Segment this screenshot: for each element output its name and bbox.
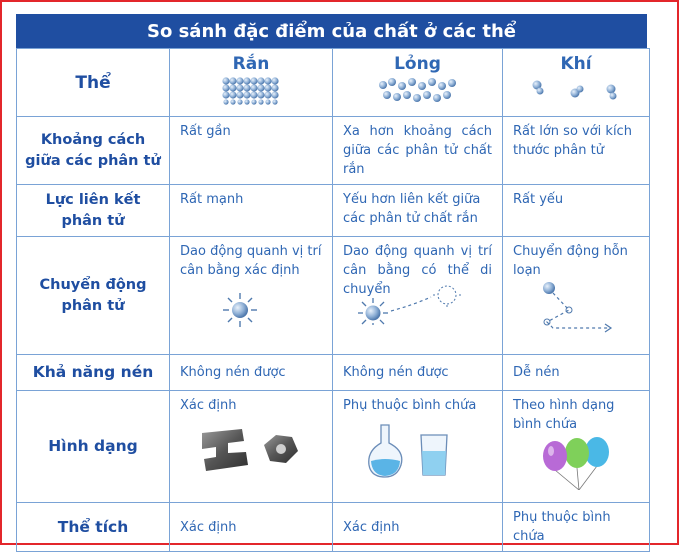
vibrating-particle-icon bbox=[180, 286, 320, 332]
table-row-compress bbox=[17, 355, 650, 391]
cell-solid-distance: Rất gần bbox=[170, 117, 333, 185]
cell-solid-compress: Không nén được bbox=[170, 355, 333, 391]
table-row-bond bbox=[17, 185, 650, 237]
cell-liquid-motion bbox=[333, 237, 503, 355]
header-solid: Rắn bbox=[232, 54, 270, 74]
solid-motion-text: Dao động quanh vị trí cân bằng xác định bbox=[180, 244, 322, 278]
header-gas: Khí bbox=[560, 54, 592, 74]
cell-liquid-compress: Không nén được bbox=[333, 355, 503, 391]
row-label-motion: Chuyển động phân tử bbox=[17, 237, 170, 355]
cell-liquid-bond: Yếu hơn liên kết giữa các phân tử chất rắn bbox=[333, 185, 503, 237]
table-row-distance bbox=[17, 117, 650, 185]
table-title: So sánh đặc điểm của chất ở các thể bbox=[16, 14, 647, 48]
cell-gas-bond: Rất yếu bbox=[503, 185, 650, 237]
solid-particles-icon bbox=[222, 77, 280, 105]
metal-blocks-icon bbox=[180, 425, 320, 477]
table-row-shape bbox=[17, 391, 650, 503]
balloons-icon bbox=[513, 436, 633, 490]
liquid-motion-text: Dao động quanh vị trí cân bằng có thể di chuyển bbox=[343, 244, 492, 297]
row-label-distance: Khoảng cách giữa các phân tử bbox=[17, 117, 170, 185]
cell-solid-motion bbox=[170, 237, 333, 355]
gas-shape-text: Theo hình dạng bình chứa bbox=[513, 398, 615, 432]
comparison-table bbox=[16, 48, 650, 552]
solid-shape-text: Xác định bbox=[180, 398, 237, 413]
table-row-volume bbox=[17, 503, 650, 552]
cell-liquid-volume: Xác định bbox=[333, 503, 503, 552]
header-gas-cell bbox=[503, 49, 650, 117]
row-label-volume: Thể tích bbox=[17, 503, 170, 552]
cell-gas-motion bbox=[503, 237, 650, 355]
cell-solid-bond: Rất mạnh bbox=[170, 185, 333, 237]
header-liquid: Lỏng bbox=[394, 54, 441, 74]
cell-solid-volume: Xác định bbox=[170, 503, 333, 552]
header-label-cell bbox=[17, 49, 170, 117]
random-motion-icon bbox=[513, 280, 633, 338]
header-solid-cell bbox=[170, 49, 333, 117]
cell-solid-shape bbox=[170, 391, 333, 503]
row-label-compress: Khả năng nén bbox=[17, 355, 170, 391]
liquid-shape-text: Phụ thuộc bình chứa bbox=[343, 398, 477, 413]
gas-particles-icon bbox=[531, 77, 621, 105]
header-liquid-cell bbox=[333, 49, 503, 117]
cell-gas-distance: Rất lớn so với kích thước phân tử bbox=[503, 117, 650, 185]
cell-liquid-shape bbox=[333, 391, 503, 503]
flask-and-glass-icon bbox=[343, 421, 483, 479]
cell-gas-compress: Dễ nén bbox=[503, 355, 650, 391]
cell-gas-shape bbox=[503, 391, 650, 503]
header-label: Thể bbox=[75, 72, 111, 93]
header-row bbox=[17, 49, 650, 117]
row-label-bond: Lực liên kết phân tử bbox=[17, 185, 170, 237]
row-label-shape: Hình dạng bbox=[17, 391, 170, 503]
cell-gas-volume: Phụ thuộc bình chứa bbox=[503, 503, 650, 552]
cell-liquid-distance: Xa hơn khoảng cách giữa các phân tử chất rắn bbox=[333, 117, 503, 185]
table-row-motion bbox=[17, 237, 650, 355]
liquid-particles-icon bbox=[377, 77, 459, 105]
gas-motion-text: Chuyển động hỗn loạn bbox=[513, 244, 628, 278]
